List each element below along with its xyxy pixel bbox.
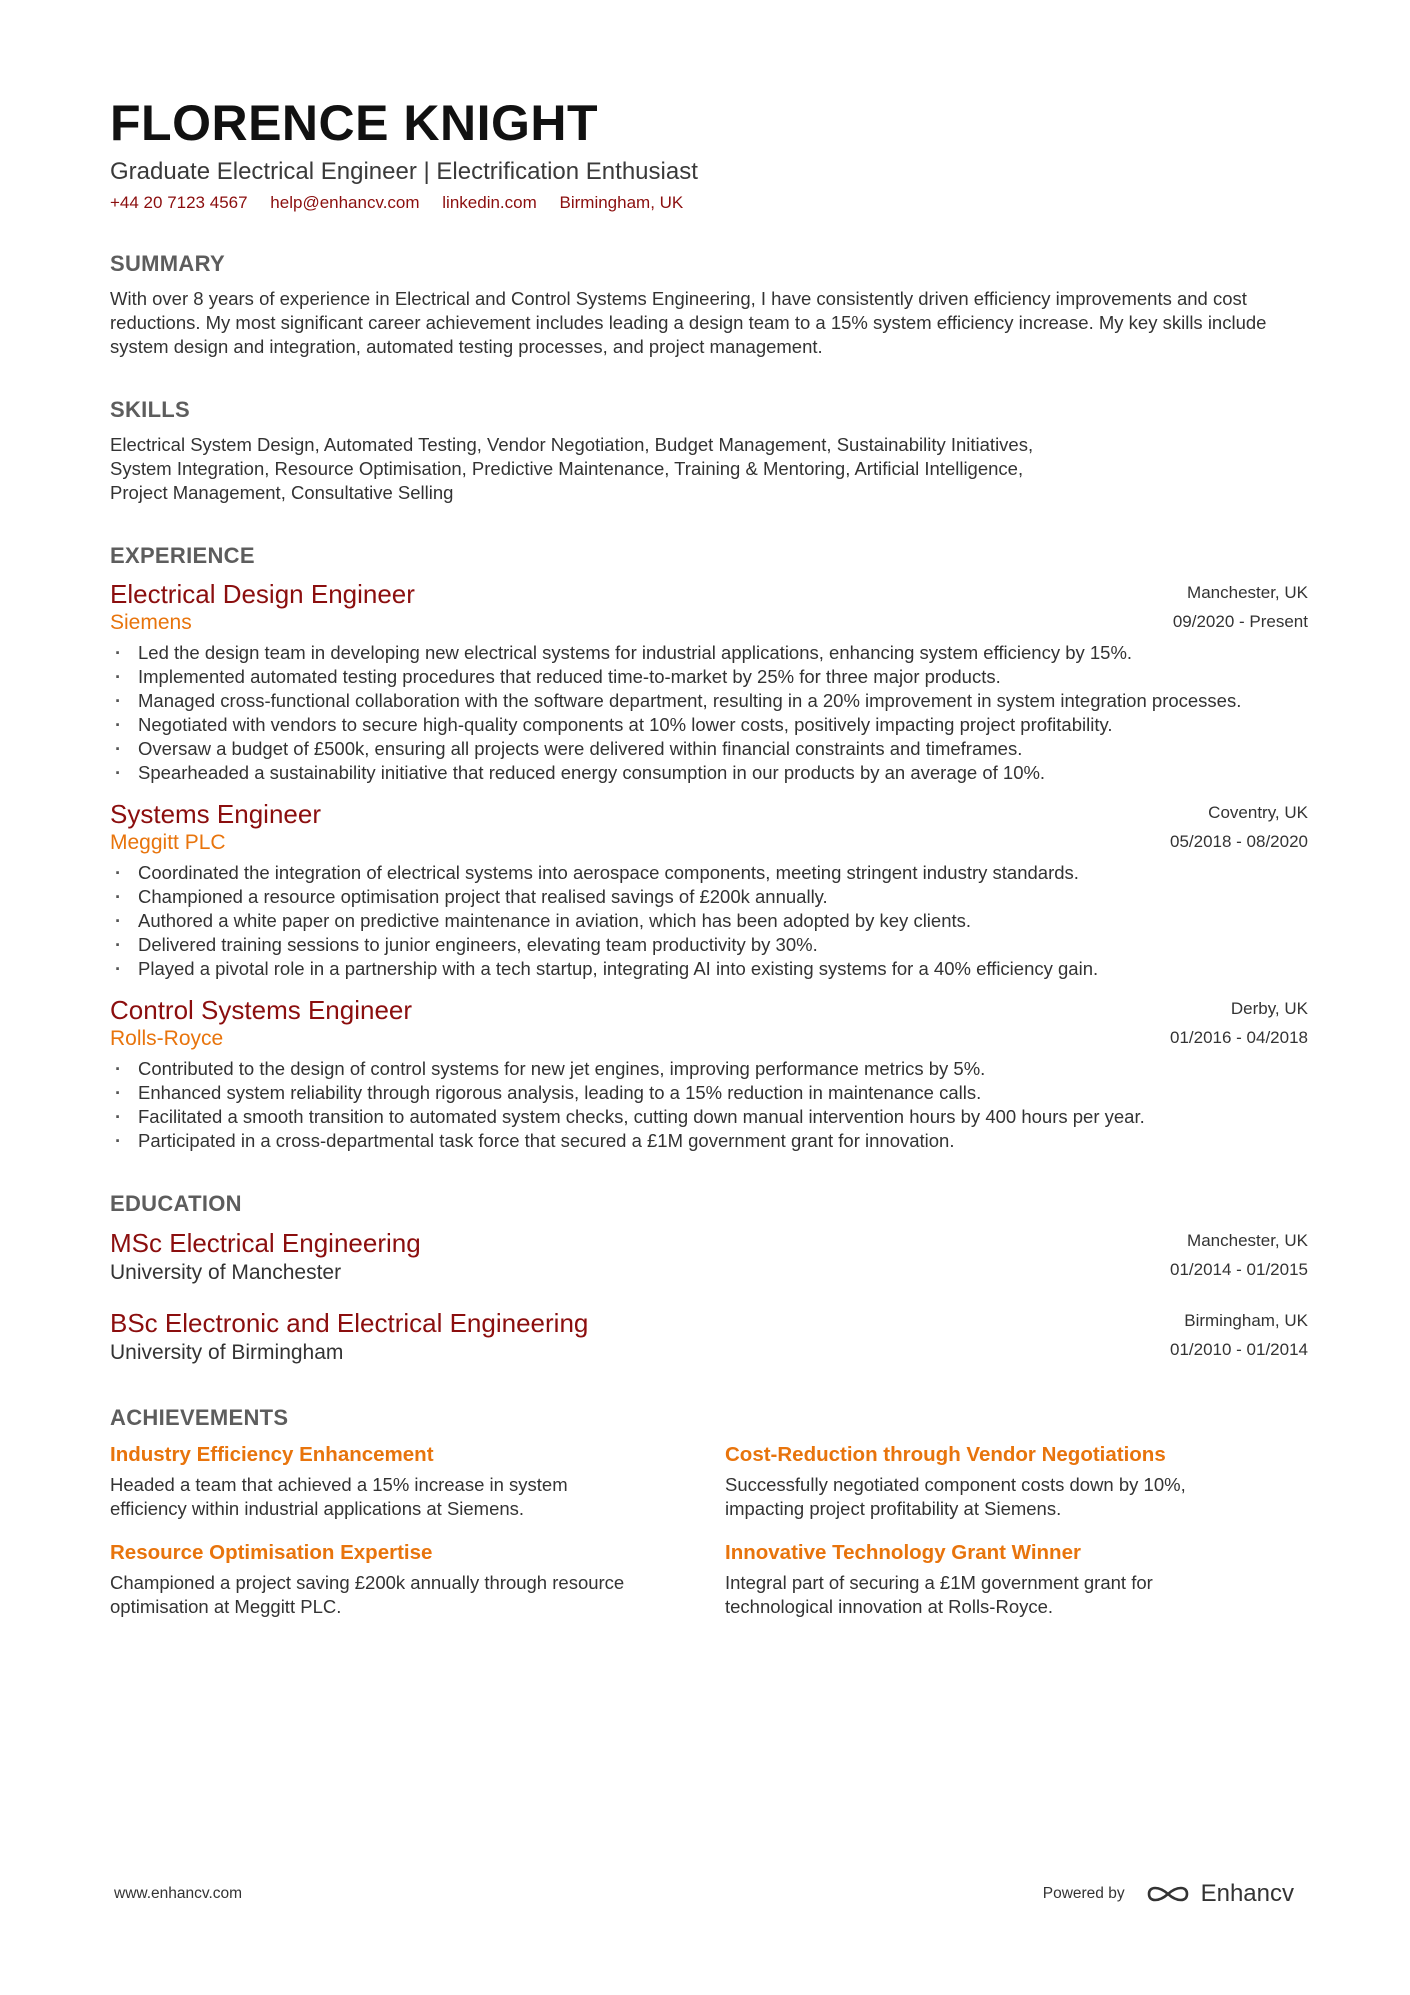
job-bullet: · Coordinated the integration of electrical systems into aerospace components, meeting stringent industry standards. xyxy=(110,861,1308,885)
contact-line xyxy=(110,193,1308,213)
education-entry xyxy=(110,1307,1308,1367)
powered-by-label: Powered by xyxy=(1042,1885,1125,1902)
achievements-heading: ACHIEVEMENTS xyxy=(110,1404,289,1430)
job-company: Siemens xyxy=(110,610,192,634)
skills-list xyxy=(110,433,1308,505)
education-heading: EDUCATION xyxy=(110,1190,242,1216)
job-bullet: · Facilitated a smooth transition to automated system checks, cutting down manual intervention hours by 400 hours per year. xyxy=(110,1105,1308,1129)
education-school: University of Birmingham xyxy=(110,1340,344,1364)
achievement-title: Innovative Technology Grant Winner xyxy=(725,1540,1081,1564)
job-bullet: · Negotiated with vendors to secure high-quality components at 10% lower costs, positively impacting project profitability. xyxy=(110,713,1308,737)
contact-linkedin[interactable]: linkedin.com xyxy=(442,192,537,212)
job-title: Electrical Design Engineer xyxy=(110,578,415,609)
job-company: Meggitt PLC xyxy=(110,830,226,854)
job-location: Coventry, UK xyxy=(1208,802,1308,822)
job-bullets xyxy=(110,861,1308,981)
skills-line: System Integration, Resource Optimisation, Predictive Maintenance, Training & Mentoring, Artificial Intelligence, xyxy=(110,457,1024,479)
education-degree: MSc Electrical Engineering xyxy=(110,1227,421,1258)
achievement-title: Cost-Reduction through Vendor Negotiations xyxy=(725,1442,1166,1466)
job-bullet: · Authored a white paper on predictive maintenance in aviation, which has been adopted by key clients. xyxy=(110,909,1308,933)
job-bullet: · Led the design team in developing new electrical systems for industrial applications, enhancing system efficiency by 15%. xyxy=(110,641,1308,665)
job-entry xyxy=(110,799,1308,981)
skills-heading: SKILLS xyxy=(110,396,191,422)
achievements-grid xyxy=(110,1441,1308,1619)
contact-email[interactable]: help@enhancv.com xyxy=(270,192,420,212)
job-company: Rolls-Royce xyxy=(110,1026,224,1050)
page-footer xyxy=(114,1880,1294,1908)
job-bullet: · Contributed to the design of control systems for new jet engines, improving performance metrics by 5%. xyxy=(110,1057,1308,1081)
achievement-item xyxy=(725,1441,1308,1521)
experience-heading: EXPERIENCE xyxy=(110,542,255,568)
education-location: Birmingham, UK xyxy=(1184,1310,1308,1330)
achievement-desc: Headed a team that achieved a 15% increase in system efficiency within industrial applications at Siemens. xyxy=(110,1473,568,1519)
achievement-title: Industry Efficiency Enhancement xyxy=(110,1442,434,1466)
job-dates: 01/2016 - 04/2018 xyxy=(1169,1027,1308,1047)
achievement-item xyxy=(725,1539,1308,1619)
education-school: University of Manchester xyxy=(110,1260,342,1284)
candidate-subtitle: Graduate Electrical Engineer | Electrification Enthusiast xyxy=(110,158,698,185)
education-degree: BSc Electronic and Electrical Engineering xyxy=(110,1307,589,1338)
education-dates: 01/2014 - 01/2015 xyxy=(1169,1259,1308,1279)
achievement-desc: Integral part of securing a £1M government grant for technological innovation at Rolls-Royce. xyxy=(725,1571,1153,1617)
job-title: Systems Engineer xyxy=(110,798,321,829)
contact-phone[interactable]: +44 20 7123 4567 xyxy=(110,192,248,212)
job-bullet: · Implemented automated testing procedures that reduced time-to-market by 25% for three major products. xyxy=(110,665,1308,689)
job-entry xyxy=(110,579,1308,785)
job-dates: 05/2018 - 08/2020 xyxy=(1169,831,1308,851)
job-bullet: · Championed a resource optimisation project that realised savings of £200k annually. xyxy=(110,885,1308,909)
job-entry xyxy=(110,995,1308,1153)
footer-website[interactable]: www.enhancv.com xyxy=(114,1885,243,1902)
job-location: Derby, UK xyxy=(1230,998,1308,1018)
candidate-name: FLORENCE KNIGHT xyxy=(110,95,599,151)
enhancv-wordmark: Enhancv xyxy=(1200,1880,1294,1907)
job-bullet: · Spearheaded a sustainability initiative that reduced energy consumption in our products by an average of 10%. xyxy=(110,761,1308,785)
education-dates: 01/2010 - 01/2014 xyxy=(1169,1339,1308,1359)
achievement-item xyxy=(110,1441,725,1521)
achievement-desc: Championed a project saving £200k annually through resource optimisation at Meggitt PLC. xyxy=(110,1571,625,1617)
achievement-desc: Successfully negotiated component costs down by 10%, impacting project profitability at Siemens. xyxy=(725,1473,1186,1519)
summary-text: With over 8 years of experience in Electrical and Control Systems Engineering, I have consistently driven efficiency improvements and cost reductions. My most significant career achievement includes leading a design team to a 15% system efficiency increase. My key skills include system design and integration, automated testing processes, and project management. xyxy=(110,287,1267,357)
enhancv-logo-icon xyxy=(1145,1881,1191,1907)
job-bullet: · Managed cross-functional collaboration with the software department, resulting in a 20% improvement in system integration processes. xyxy=(110,689,1308,713)
resume-page xyxy=(110,95,1308,1619)
skills-line: Electrical System Design, Automated Testing, Vendor Negotiation, Budget Management, Sustainability Initiatives, xyxy=(110,433,1034,455)
job-title: Control Systems Engineer xyxy=(110,994,413,1025)
achievement-title: Resource Optimisation Expertise xyxy=(110,1540,433,1564)
enhancv-logo[interactable] xyxy=(1145,1880,1294,1908)
job-bullets xyxy=(110,1057,1308,1153)
powered-by xyxy=(1043,1880,1294,1908)
achievement-item xyxy=(110,1539,725,1619)
skills-line: Project Management, Consultative Selling xyxy=(110,481,454,503)
education-location: Manchester, UK xyxy=(1187,1230,1308,1250)
education-entry xyxy=(110,1227,1308,1287)
job-bullet: · Played a pivotal role in a partnership with a tech startup, integrating AI into existing systems for a 40% efficiency gain. xyxy=(110,957,1308,981)
job-location: Manchester, UK xyxy=(1187,582,1308,602)
job-bullet: · Participated in a cross-departmental task force that secured a £1M government grant for innovation. xyxy=(110,1129,1308,1153)
contact-location: Birmingham, UK xyxy=(559,192,684,212)
job-dates: 09/2020 - Present xyxy=(1172,611,1308,631)
job-bullets xyxy=(110,641,1308,785)
job-bullet: · Oversaw a budget of £500k, ensuring all projects were delivered within financial constraints and timeframes. xyxy=(110,737,1308,761)
summary-heading: SUMMARY xyxy=(110,250,225,276)
job-bullet: · Delivered training sessions to junior engineers, elevating team productivity by 30%. xyxy=(110,933,1308,957)
job-bullet: · Enhanced system reliability through rigorous analysis, leading to a 15% reduction in maintenance calls. xyxy=(110,1081,1308,1105)
